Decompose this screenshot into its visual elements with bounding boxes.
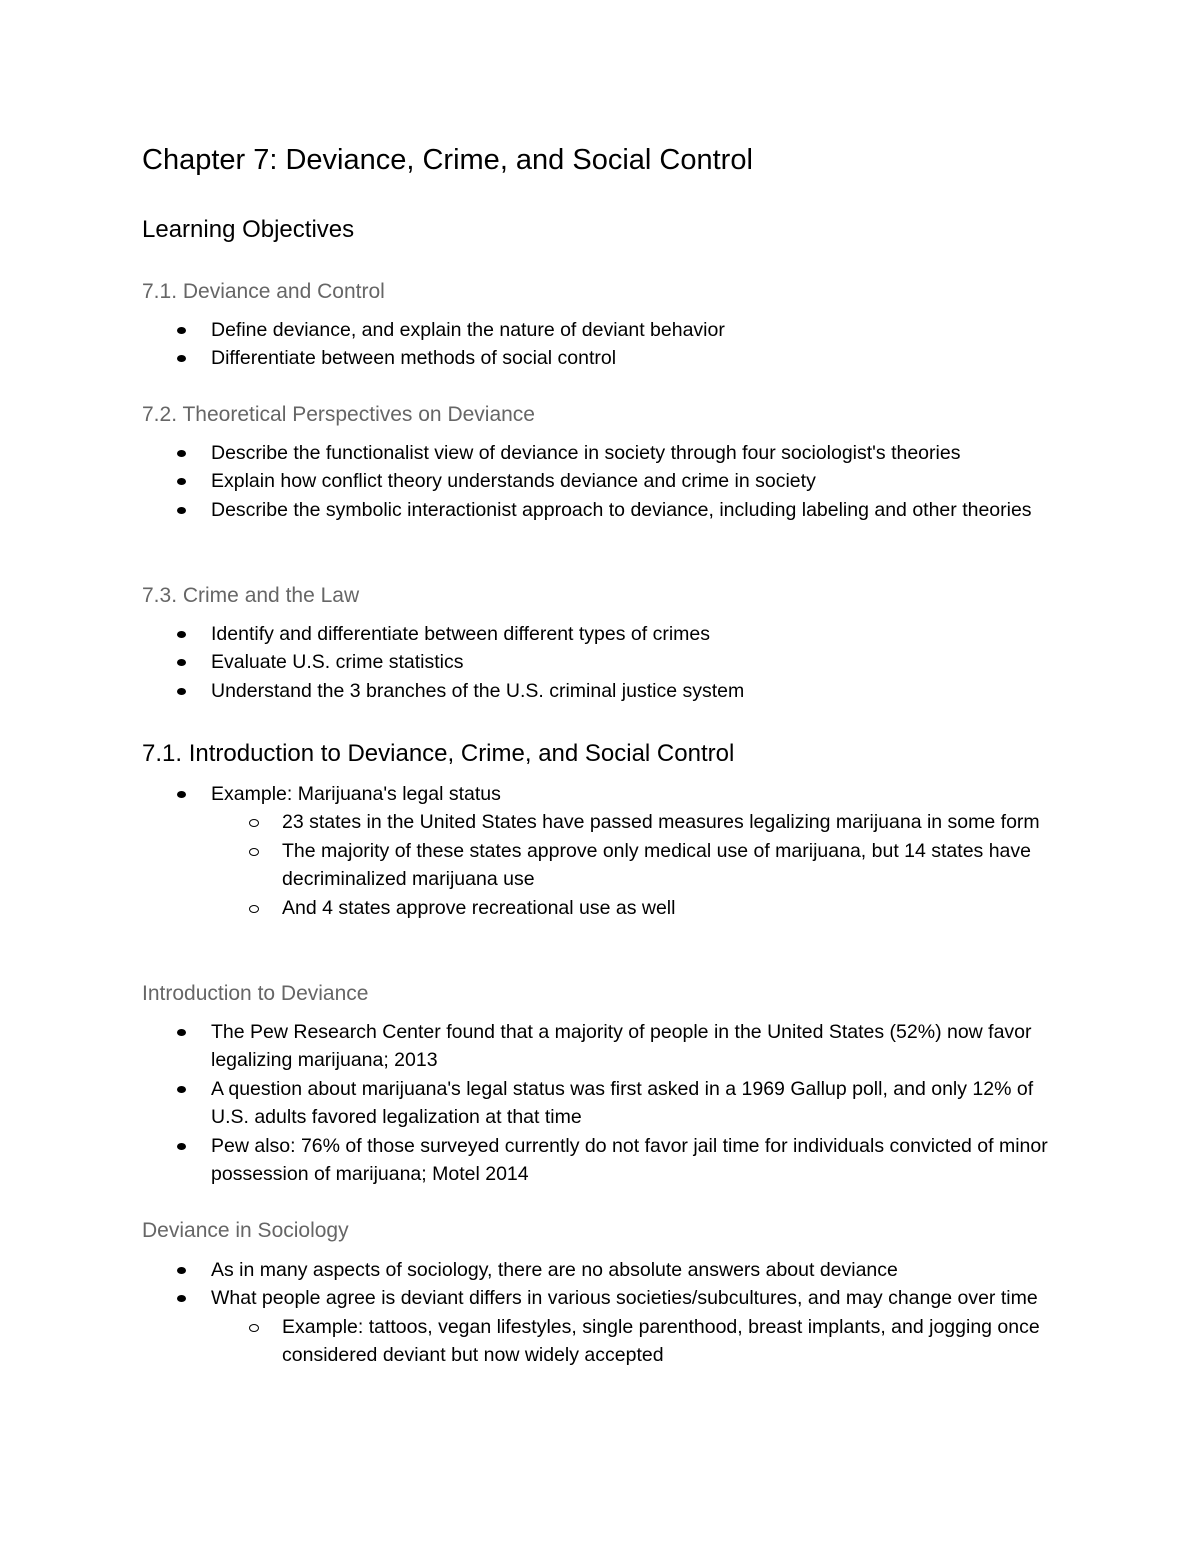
list-item: Example: Marijuana's legal status <box>142 780 1072 808</box>
sub-list-item: 23 states in the United States have passed measures legalizing marijuana in some form <box>142 808 1072 836</box>
list-item: Identify and differentiate between different types of crimes <box>142 620 1072 648</box>
list-item: As in many aspects of sociology, there are no absolute answers about deviance <box>142 1256 1072 1284</box>
sub-list-item: The majority of these states approve only medical use of marijuana, but 14 states have decriminalized marijuana use <box>142 837 1072 894</box>
objective-section-heading: 7.2. Theoretical Perspectives on Deviance <box>142 403 535 426</box>
sub-list-item: And 4 states approve recreational use as well <box>142 894 1072 922</box>
subsection-heading: Introduction to Deviance <box>142 982 369 1005</box>
list-item: Explain how conflict theory understands deviance and crime in society <box>142 467 1072 495</box>
objective-list <box>142 439 1072 524</box>
list-item: Describe the functionalist view of deviance in society through four sociologist's theories <box>142 439 1072 467</box>
objective-section-heading: 7.1. Deviance and Control <box>142 280 385 303</box>
sub-list-item: Example: tattoos, vegan lifestyles, single parenthood, breast implants, and jogging once considered deviant but now widely accepted <box>142 1313 1072 1370</box>
list-item: A question about marijuana's legal status was first asked in a 1969 Gallup poll, and only 12% of U.S. adults favored legalization at that time <box>142 1075 1072 1132</box>
list-item: Differentiate between methods of social control <box>142 344 1072 372</box>
list-item: The Pew Research Center found that a majority of people in the United States (52%) now favor legalizing marijuana; 2013 <box>142 1018 1072 1075</box>
list-item: Evaluate U.S. crime statistics <box>142 648 1072 676</box>
list-item: Understand the 3 branches of the U.S. criminal justice system <box>142 677 1072 705</box>
list-item: Pew also: 76% of those surveyed currently do not favor jail time for individuals convicted of minor possession of marijuana; Motel 2014 <box>142 1132 1072 1189</box>
deviance-sociology-list <box>142 1256 1072 1370</box>
section-heading: 7.1. Introduction to Deviance, Crime, and Social Control <box>142 740 735 767</box>
intro-deviance-list <box>142 1018 1072 1188</box>
learning-objectives-heading: Learning Objectives <box>142 216 355 243</box>
list-item: Define deviance, and explain the nature of deviant behavior <box>142 316 1072 344</box>
intro-list <box>142 780 1072 922</box>
list-item: Describe the symbolic interactionist approach to deviance, including labeling and other theories <box>142 496 1072 524</box>
objective-section-heading: 7.3. Crime and the Law <box>142 584 360 607</box>
objective-list <box>142 316 1072 373</box>
objective-list <box>142 620 1072 705</box>
subsection-heading: Deviance in Sociology <box>142 1219 349 1242</box>
list-item: What people agree is deviant differs in various societies/subcultures, and may change over time <box>142 1284 1072 1312</box>
document-title: Chapter 7: Deviance, Crime, and Social Control <box>142 144 753 176</box>
